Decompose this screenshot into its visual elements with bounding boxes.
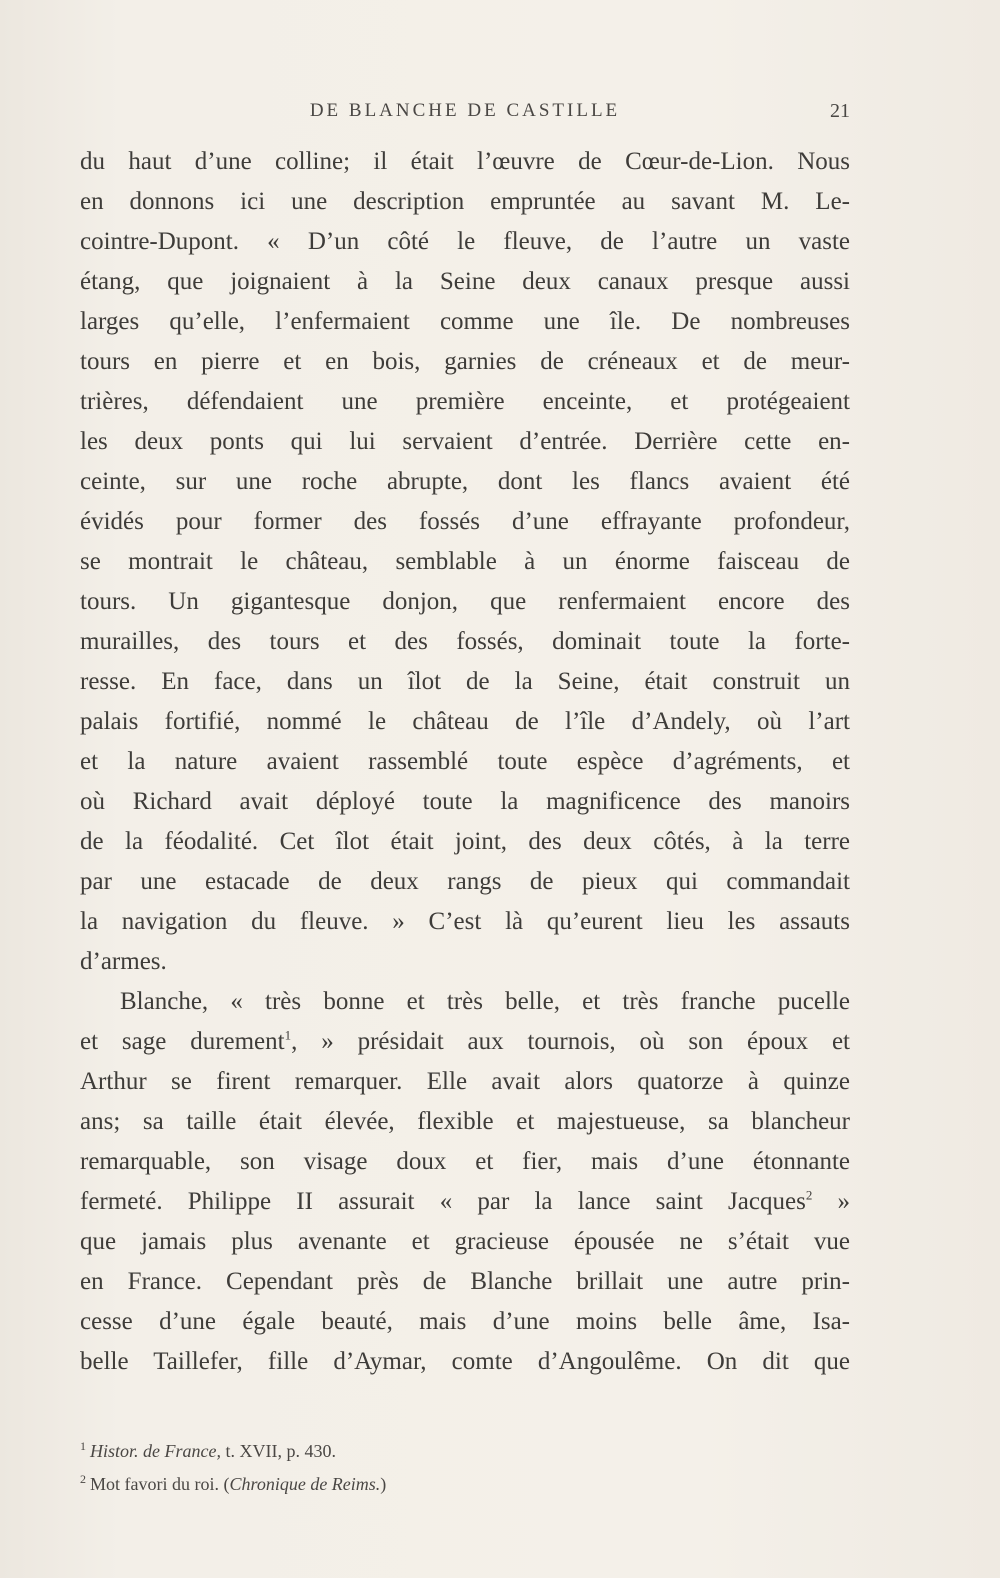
text-line: les deux ponts qui lui servaient d’entrée. Derrière cette en- (80, 428, 850, 455)
footnotes (80, 1432, 850, 1498)
text-line: en donnons ici une description empruntée au savant M. Le- (80, 188, 850, 215)
text-fragment: » (812, 1188, 851, 1215)
text-line: murailles, des tours et des fossés, dominait toute la forte- (80, 628, 850, 655)
footnote-ref-2: 2 (805, 1187, 813, 1203)
text-line: cointre-Dupont. « D’un côté le fleuve, de l’autre un vaste (80, 228, 850, 255)
text-fragment: , » présidait aux tournois, où son époux et (291, 1028, 851, 1055)
text-line: d’armes. (80, 948, 167, 975)
text-line: palais fortifié, nommé le château de l’île d’Andely, où l’art (80, 708, 850, 735)
footnote-number: 1 (80, 1439, 86, 1453)
footnote-ref-1: 1 (284, 1027, 292, 1043)
text-line: cesse d’une égale beauté, mais d’une moins belle âme, Isa- (80, 1308, 850, 1335)
text-line: larges qu’elle, l’enfermaient comme une île. De nombreuses (80, 308, 850, 335)
text-line: où Richard avait déployé toute la magnificence des manoirs (80, 788, 850, 815)
text-line: tours. Un gigantesque donjon, que renfermaient encore des (80, 588, 850, 615)
text-line: par une estacade de deux rangs de pieux qui commandait (80, 868, 850, 895)
text-line: Blanche, « très bonne et très belle, et très franche pucelle (120, 988, 850, 1015)
text-line: évidés pour former des fossés d’une effrayante profondeur, (80, 508, 850, 535)
footnote-2 (80, 1465, 850, 1498)
text-line: étang, que joignaient à la Seine deux canaux presque aussi (80, 268, 850, 295)
body-text (80, 142, 850, 1382)
text-line: en France. Cependant près de Blanche brillait une autre prin- (80, 1268, 850, 1295)
page-number: 21 (830, 100, 850, 122)
text-line-with-footnote-ref (80, 1022, 850, 1062)
text-line: Arthur se firent remarquer. Elle avait alors quatorze à quinze (80, 1068, 850, 1095)
footnote-number: 2 (80, 1472, 86, 1486)
text-line: la navigation du fleuve. » C’est là qu’eurent lieu les assauts (80, 908, 850, 935)
text-line: belle Taillefer, fille d’Aymar, comte d’Angoulême. On dit que (80, 1348, 850, 1375)
text-line-with-footnote-ref (80, 1182, 850, 1222)
text-line: de la féodalité. Cet îlot était joint, des deux côtés, à la terre (80, 828, 850, 855)
text-line: resse. En face, dans un îlot de la Seine, était construit un (80, 668, 850, 695)
running-head (80, 100, 850, 130)
footnote-text: ) (380, 1474, 387, 1494)
text-line: se montrait le château, semblable à un énorme faisceau de (80, 548, 850, 575)
footnote-text: t. XVII, p. 430. (220, 1441, 336, 1461)
footnote-source: Chronique de Reims. (229, 1474, 381, 1494)
footnote-source: Histor. de France, (90, 1441, 221, 1461)
text-fragment: et sage durement (80, 1028, 285, 1055)
text-line: ans; sa taille était élevée, flexible et majestueuse, sa blancheur (80, 1108, 850, 1135)
text-line: tours en pierre et en bois, garnies de créneaux et de meur- (80, 348, 850, 375)
text-line: ceinte, sur une roche abrupte, dont les flancs avaient été (80, 468, 850, 495)
text-line: du haut d’une colline; il était l’œuvre de Cœur-de-Lion. Nous (80, 148, 850, 175)
text-line: trières, défendaient une première enceinte, et protégeaient (80, 388, 850, 415)
text-line: et la nature avaient rassemblé toute espèce d’agréments, et (80, 748, 850, 775)
text-line: que jamais plus avenante et gracieuse épousée ne s’était vue (80, 1228, 850, 1255)
footnote-text: Mot favori du roi. ( (90, 1474, 230, 1494)
text-fragment: fermeté. Philippe II assurait « par la lance saint Jacques (80, 1188, 806, 1215)
running-title: DE BLANCHE DE CASTILLE (309, 100, 621, 121)
text-line: remarquable, son visage doux et fier, mais d’une étonnante (80, 1148, 850, 1175)
footnote-1 (80, 1432, 850, 1465)
